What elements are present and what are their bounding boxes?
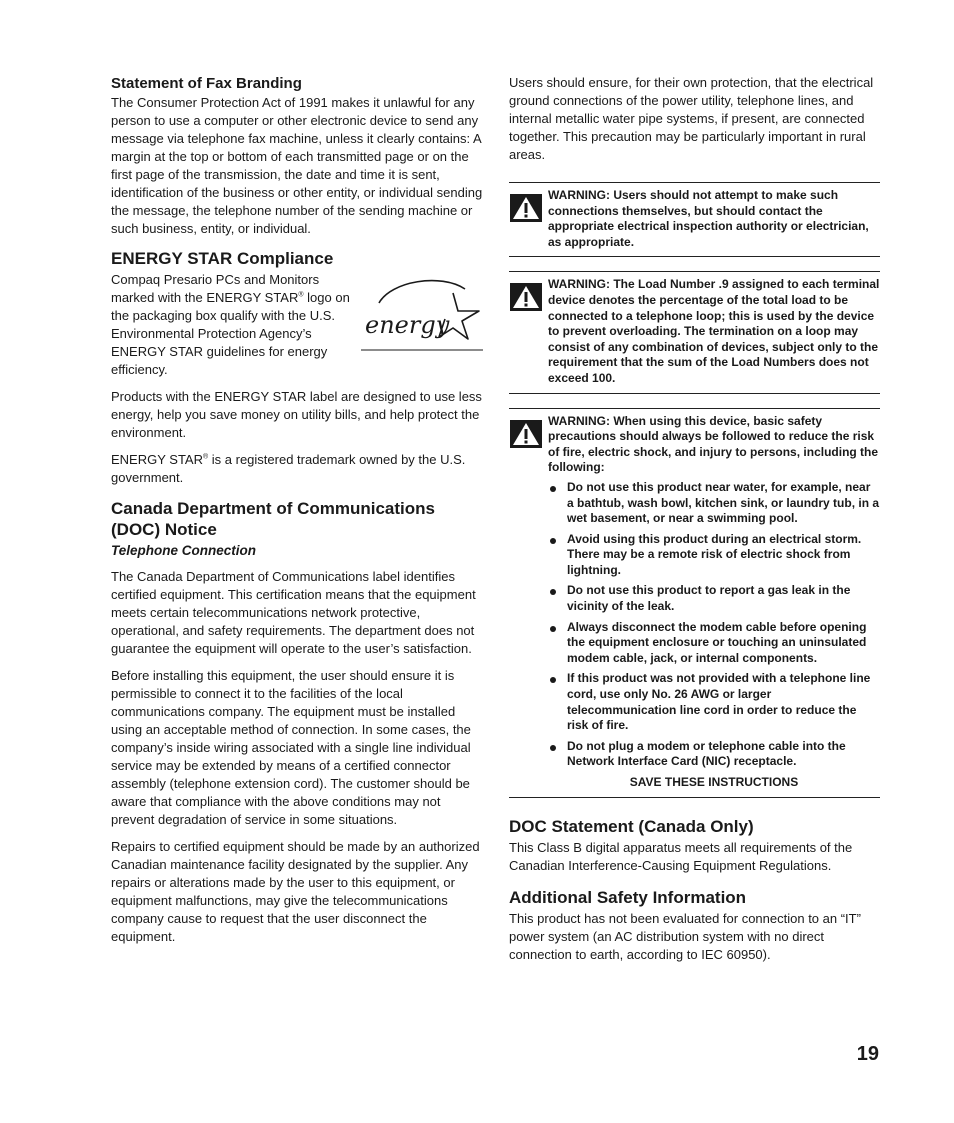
svg-text:energy: energy <box>365 311 450 339</box>
fax-body: The Consumer Protection Act of 1991 makes it unlawful for any person to use a computer or other electronic device to send any message via telephone fax machine, unless it clearly contains: A margin at the top or bottom of each transmitted page or on the first page of the transmission, the date and time it is sent, identification of the business or other entity, or individual sending the message, the telephone number of the sending machine or such business, entity, or individual. <box>111 95 483 236</box>
warning-triangle-icon <box>509 277 548 386</box>
safety-heading: Additional Safety Information <box>509 887 747 907</box>
energy-paragraph-1: Compaq Presario PCs and Monitors marked with the ENERGY STAR® logo on the packaging box qualify with the U.S. Environmental Protection Agency’s ENERGY STAR guidelines for energy efficiency. <box>111 272 350 377</box>
right-column <box>509 74 880 973</box>
telephone-connection-subheading: Telephone Connection <box>111 543 256 558</box>
warning-text-2: WARNING: The Load Number .9 assigned to each terminal device denotes the percentage of the total load to be connected to a telephone loop; this is used by the device to prevent overloading. The termination on a loop may consist of any combination of devices, subject only to the requirement that the sum of the Load Numbers does not exceed 100. <box>548 277 880 385</box>
list-item: If this product was not provided with a telephone line cord, use only No. 26 AWG or larger telecommunication line cord in order to reduce the risk of fire. <box>548 671 880 733</box>
warning-triangle-icon <box>509 414 548 791</box>
energy-paragraph-2: Products with the ENERGY STAR label are designed to use less energy, help you save money on utility bills, and help protect the environment. <box>111 389 482 440</box>
canada-paragraph-3: Repairs to certified equipment should be made by an authorized Canadian maintenance facility designated by the supplier. Any repairs or alterations made by the user to this equipment, or equipment malfunctions, may give the telecommunications company cause to request that the user disconnect the equipment. <box>111 839 480 944</box>
energy-section <box>111 271 483 379</box>
warning-box-3 <box>509 408 880 798</box>
canada-paragraph-1: The Canada Department of Communications label identifies certified equipment. This certification means that the equipment meets certain telecommunications network protective, operational, and safety requirements. The department does not guarantee the equipment will operate to the user’s satisfaction. <box>111 569 476 656</box>
energy-star-logo <box>361 275 483 351</box>
list-item: Do not plug a modem or telephone cable into the Network Interface Card (NIC) receptacle. <box>548 739 880 770</box>
safety-list <box>548 480 880 770</box>
canada-paragraph-2: Before installing this equipment, the user should ensure it is permissible to connect it to the facilities of the local communications company. The equipment must be installed using an acceptable method of connection. In some cases, the company’s inside wiring associated with a single line individual service may be extended by means of a certified connector assembly (telephone extension cord). The customer should be aware that compliance with the above conditions may not prevent degradation of service in some situations. <box>111 668 471 827</box>
save-instructions: SAVE THESE INSTRUCTIONS <box>629 775 799 789</box>
list-item: Avoid using this product during an electrical storm. There may be a remote risk of electric shock from lightning. <box>548 532 880 579</box>
grounding-paragraph: Users should ensure, for their own protection, that the electrical ground connections of the power utility, telephone lines, and internal metallic water pipe systems, if present, are connected together. This precaution may be particularly important in rural areas. <box>509 75 874 162</box>
warning-triangle-icon <box>509 188 548 250</box>
warning-3-intro: WARNING: When using this device, basic safety precautions should always be followed to reduce the risk of fire, electric shock, and injury to persons, including the following: <box>548 413 879 475</box>
energy-paragraph-3: ENERGY STAR® is a registered trademark owned by the U.S. government. <box>111 452 466 485</box>
page-number: 19 <box>856 1043 879 1065</box>
energy-heading: ENERGY STAR Compliance <box>111 249 334 268</box>
doc-body: This Class B digital apparatus meets all requirements of the Canadian Interference-Causing Equipment Regulations. <box>509 839 853 873</box>
fax-heading: Statement of Fax Branding <box>111 75 302 92</box>
list-item: Always disconnect the modem cable before opening the equipment enclosure or touching an uninsulated modem cable, jack, or internal components. <box>548 620 880 667</box>
list-item: Do not use this product to report a gas leak in the vicinity of the leak. <box>548 583 880 614</box>
warning-text-1: WARNING: Users should not attempt to make such connections themselves, but should contact the appropriate electrical inspection authority or electrician, as appropriate. <box>548 188 869 249</box>
warning-text-3 <box>548 414 880 791</box>
safety-body: This product has not been evaluated for connection to an “IT” power system (an AC distribution system with no direct connection to earth, according to IEC 60950). <box>509 910 861 962</box>
list-item: Do not use this product near water, for example, near a bathtub, wash bowl, kitchen sink, or laundry tub, in a wet basement, or near a swimming pool. <box>548 480 880 527</box>
left-column <box>111 74 483 955</box>
canada-heading: Canada Department of Communications (DOC) Notice <box>111 499 435 539</box>
warning-box-1 <box>509 182 880 257</box>
doc-heading: DOC Statement (Canada Only) <box>509 816 754 836</box>
warning-box-2 <box>509 271 880 393</box>
